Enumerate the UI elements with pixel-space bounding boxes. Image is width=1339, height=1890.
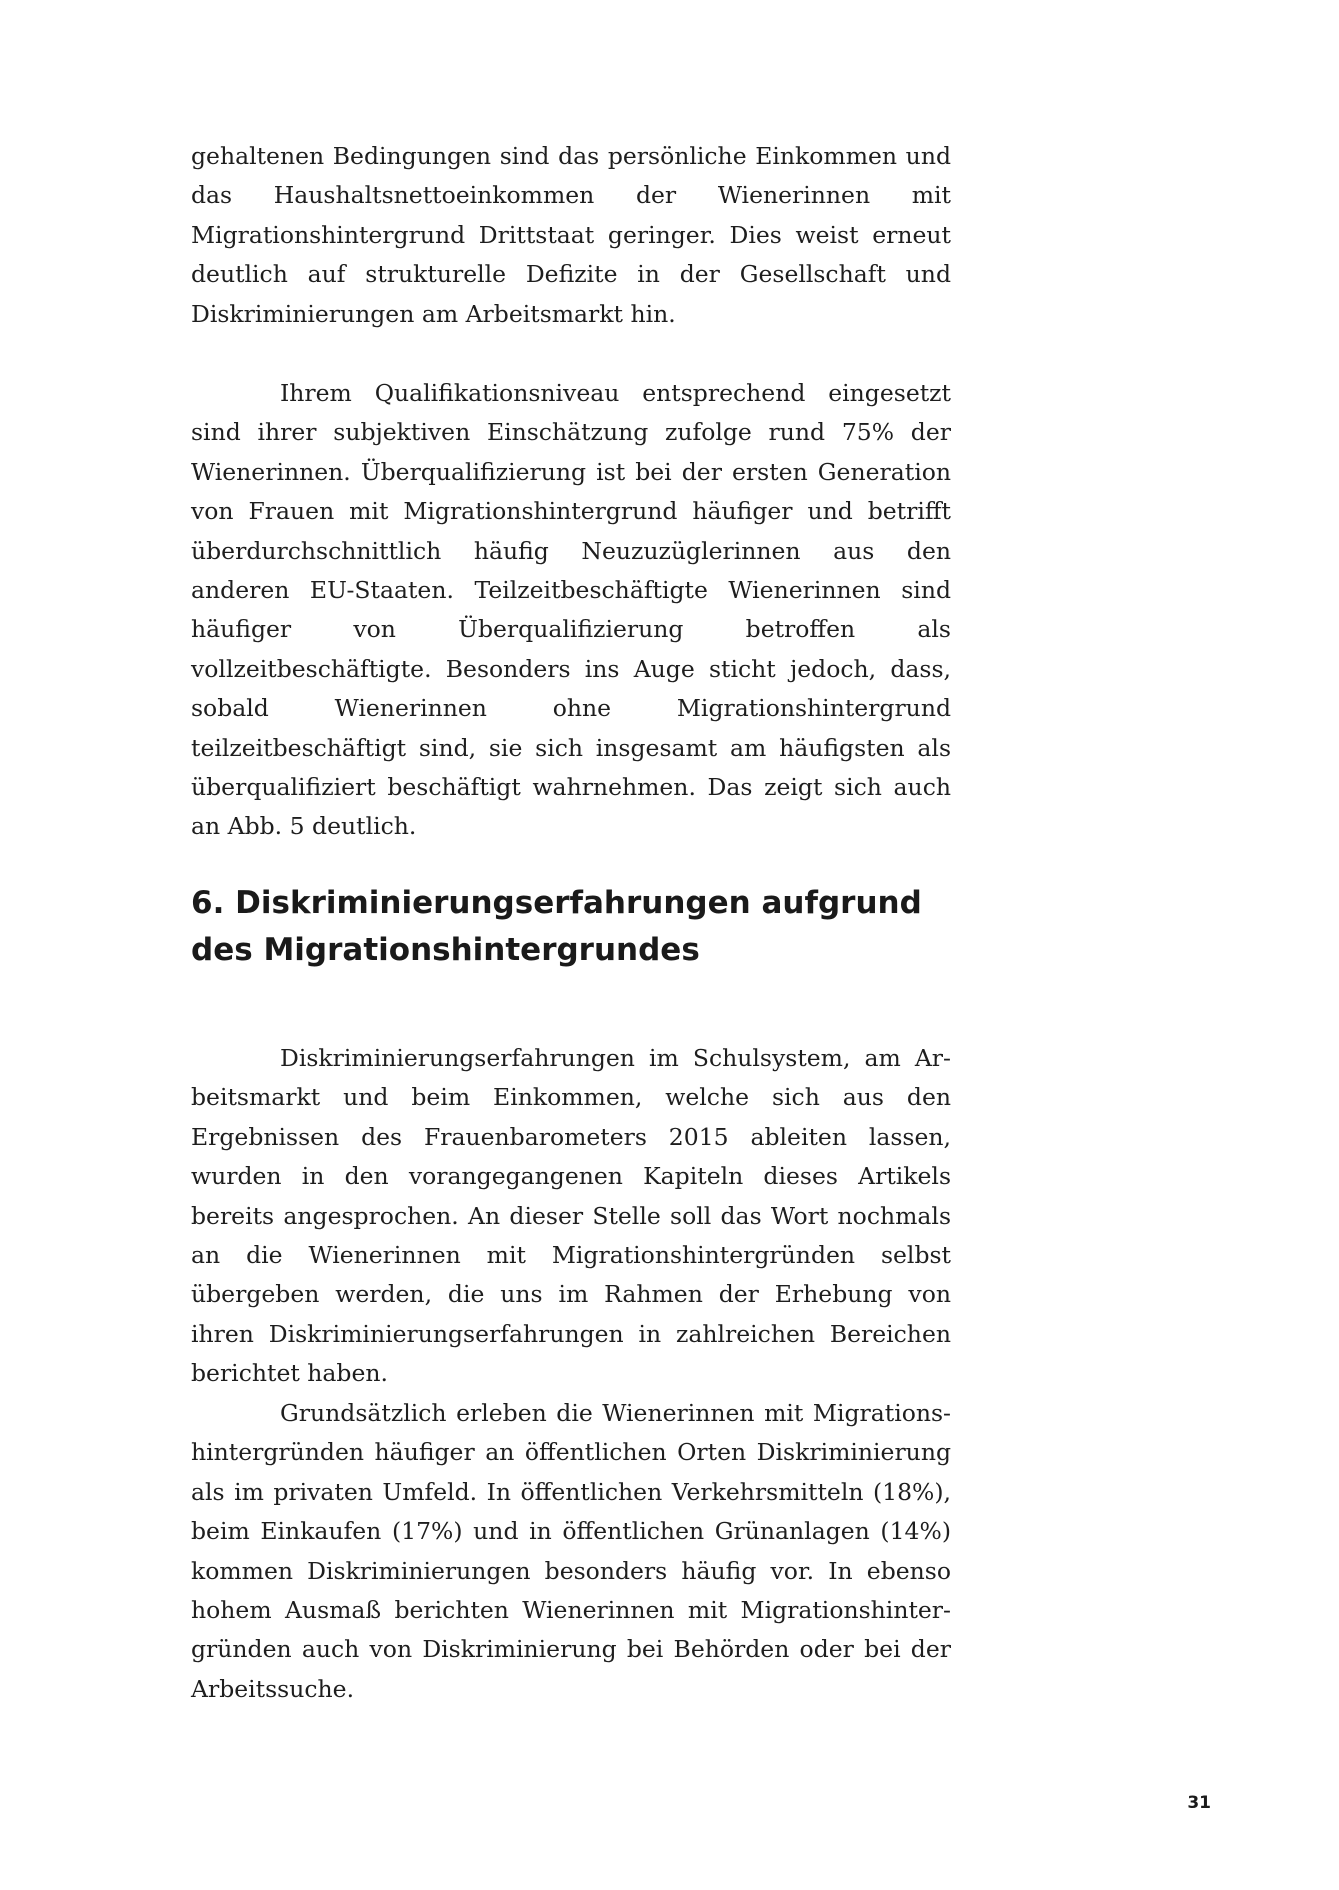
body-paragraph	[191, 1039, 951, 1394]
paragraph-text: Grundsätzlich erleben die Wienerinnen mit Migrationshintergründen häufiger an öffentlichen Orten Diskriminierung als im privaten Umfeld. In öffentlichen Verkehrsmitteln (18%), beim Einkaufen (17%) und in öffentlichen Grünanlagen (14%) kommen Diskriminierungen besonders häufig vor. In ebenso hohem Ausmaß berichten Wienerinnen mit Migrationshintergründen auch von Diskriminierung bei Behörden oder bei der Arbeitssuche.	[191, 1399, 951, 1703]
paragraph-text: Diskriminierungserfahrungen im Schulsystem, am Arbeitsmarkt und beim Einkommen, welche sich aus den Ergebnissen des Frauenbarometers 2015 ableiten lassen, wurden in den vorangegangenen Kapiteln dieses Artikels bereits angesprochen. An dieser Stelle soll das Wort nochmals an die Wienerinnen mit Migrationshintergründen selbst übergeben werden, die uns im Rahmen der Erhebung von ihren Diskriminierungserfahrungen in zahlreichen Bereichen berichtet haben.	[191, 1044, 951, 1388]
body-paragraph	[191, 1394, 951, 1709]
section-heading: 6. Diskriminierungserfahrungen aufgrund des Migrationshintergrundes	[191, 885, 922, 968]
paragraph-text: gehaltenen Bedingungen sind das persönliche Einkommen und das Haushaltsnettoeinkommen der Wienerinnen mit Migrationshintergrund Drittstaat geringer. Dies weist erneut deutlich auf strukturelle Defizite in der Gesellschaft und Diskriminierungen am Arbeitsmarkt hin.	[191, 142, 951, 328]
page-number: 31	[1187, 1793, 1211, 1813]
paragraph-text: Ihrem Qualifikationsniveau entsprechend eingesetzt sind ihrer subjektiven Einschätzung zufolge rund 75% der Wienerinnen. Überqualifizierung ist bei der ersten Generation von Frauen mit Migrationshintergrund häufiger und betrifft überdurchschnittlich häufig Neuzuzüglerinnen aus den anderen EU-Staaten. Teilzeitbeschäftigte Wienerinnen sind häufiger von Überqualifizierung betroffen als vollzeitbeschäftigte. Besonders ins Auge sticht jedoch, dass, sobald Wienerinnen ohne Migrationshintergrund teilzeitbeschäftigt sind, sie sich insgesamt am häufigsten als überqualifiziert beschäftigt wahrnehmen. Das zeigt sich auch an Abb. 5 deutlich.	[191, 379, 951, 841]
body-paragraph	[191, 374, 951, 847]
body-paragraph	[191, 137, 951, 334]
